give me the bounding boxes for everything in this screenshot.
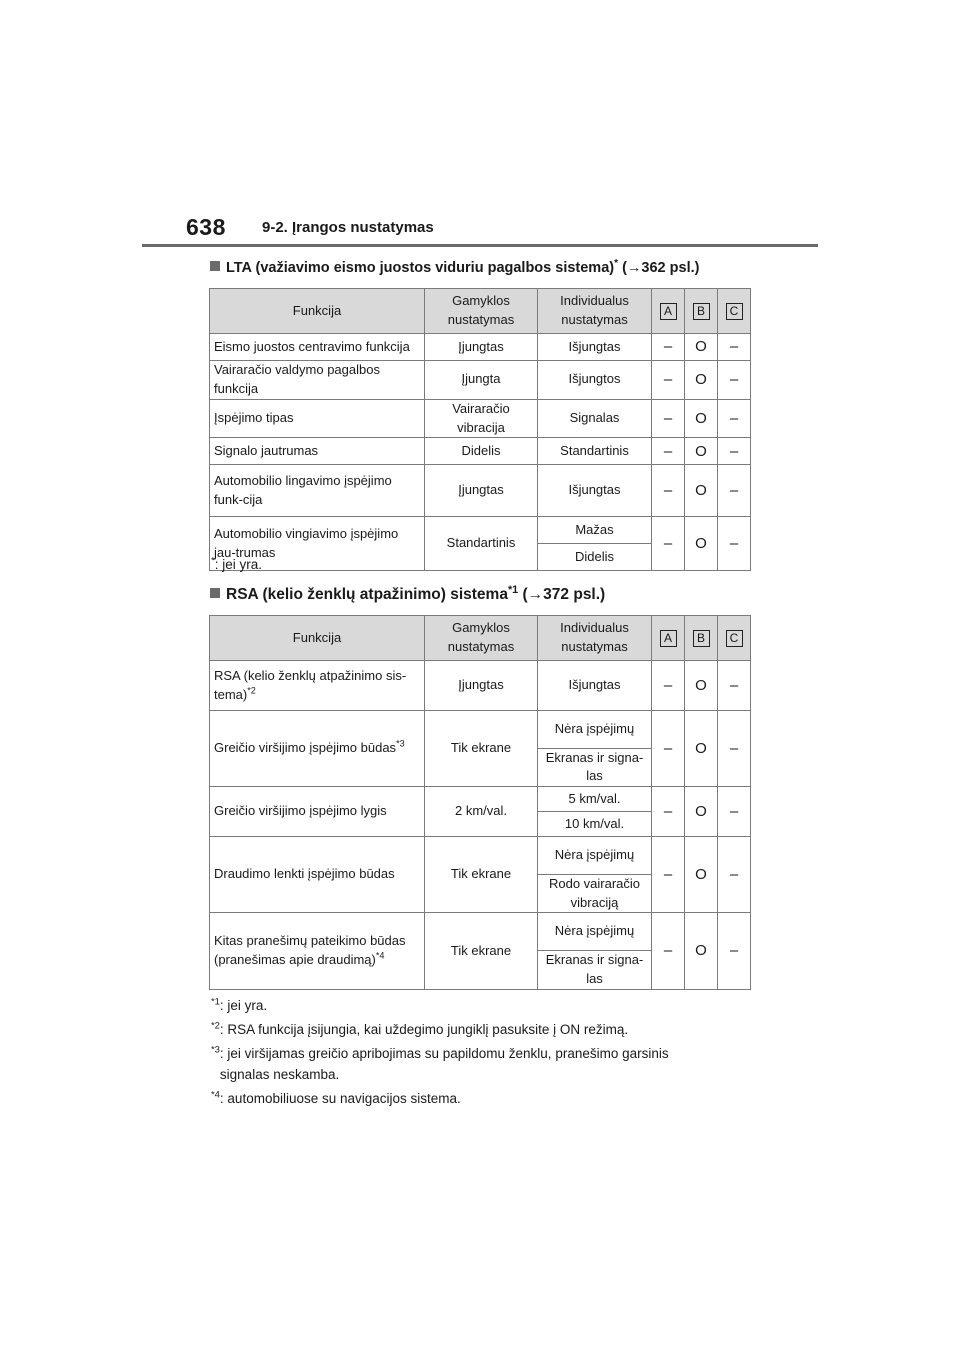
square-bullet-icon (210, 261, 220, 271)
custom-setting-cell: 10 km/val. (538, 812, 652, 837)
function-text: Automobilio vingiavimo įspėjimo jau-trumas (214, 526, 399, 560)
custom-setting-cell: Didelis (538, 544, 652, 571)
default-setting-cell: Įjungta (425, 361, 538, 400)
column-header-a (652, 616, 685, 661)
b-box-icon: B (693, 630, 710, 647)
method-a-cell: – (652, 438, 685, 465)
method-c-cell: – (718, 361, 751, 400)
square-bullet-icon (210, 588, 220, 598)
custom-setting-cell: Rodo vairaračio vibraciją (538, 874, 652, 913)
column-header-a (652, 289, 685, 334)
rsa-heading: RSA (kelio ženklų atpažinimo) sistema$^{*1}$ (→372 psl.) (210, 586, 605, 604)
method-b-cell: O (685, 913, 718, 989)
custom-setting-cell: Ekranas ir signa-las (538, 748, 652, 787)
method-b-cell: O (685, 711, 718, 787)
footnote-text: : RSA funkcija įsijungia, kai uždegimo jungiklį pasuksite į ON režimą. (219, 1022, 629, 1037)
method-a-cell: – (652, 837, 685, 913)
method-b-cell: O (685, 361, 718, 400)
function-text: Automobilio lingavimo įspėjimo funk-cija (214, 473, 392, 507)
default-setting-cell: Įjungtas (425, 661, 538, 711)
method-c-cell: – (718, 787, 751, 837)
method-c-cell: – (718, 465, 751, 517)
function-cell (210, 334, 425, 361)
footnote (211, 1088, 461, 1109)
default-setting-cell: Didelis (425, 438, 538, 465)
custom-setting-cell: Nėra įspėjimų (538, 913, 652, 951)
function-text: Kitas pranešimų pateikimo būdas (pranešimas apie draudimą) (214, 933, 406, 967)
method-c-cell: – (718, 438, 751, 465)
table-header-row (210, 616, 751, 661)
function-cell (210, 399, 425, 438)
function-cell (210, 837, 425, 913)
method-a-cell: – (652, 913, 685, 989)
method-a-cell: – (652, 787, 685, 837)
default-setting-cell: 2 km/val. (425, 787, 538, 837)
method-b-cell: O (685, 517, 718, 571)
custom-setting-cell: Signalas (538, 399, 652, 438)
method-c-cell: – (718, 399, 751, 438)
default-setting-cell: Įjungtas (425, 465, 538, 517)
method-a-cell: – (652, 465, 685, 517)
table-row (210, 787, 751, 812)
method-a-cell: – (652, 334, 685, 361)
method-c-cell: – (718, 334, 751, 361)
custom-setting-cell: Išjungtos (538, 361, 652, 400)
custom-setting-cell: Išjungtas (538, 465, 652, 517)
method-c-cell: – (718, 913, 751, 989)
function-text: Signalo jautrumas (214, 442, 319, 458)
footnote-marker: *4 (375, 950, 385, 961)
footnote-text: : jei yra. (219, 998, 268, 1013)
a-box-icon: A (660, 630, 677, 647)
c-box-icon: C (726, 303, 743, 320)
table-row (210, 913, 751, 951)
method-b-cell: O (685, 837, 718, 913)
lta-heading: LTA (važiavimo eismo juostos viduriu pagalbos sistema)* (→362 psl.) (210, 260, 699, 276)
custom-setting-cell: Standartinis (538, 438, 652, 465)
method-b-cell: O (685, 334, 718, 361)
function-text: Greičio viršijimo įspėjimo būdas (214, 740, 397, 756)
footnote (211, 1043, 720, 1085)
rsa-settings-table (209, 615, 751, 990)
table-row (210, 517, 751, 544)
method-b-cell: O (685, 465, 718, 517)
method-b-cell: O (685, 438, 718, 465)
method-a-cell: – (652, 361, 685, 400)
method-c-cell: – (718, 661, 751, 711)
function-text: RSA (kelio ženklų atpažinimo sis-tema) (214, 667, 407, 702)
custom-setting-cell: Nėra įspėjimų (538, 837, 652, 875)
lta-footnote: *: jei yra. (211, 555, 262, 572)
column-header-default: Gamyklos nustatymas (425, 289, 538, 334)
table-row (210, 837, 751, 875)
table-header-row (210, 289, 751, 334)
column-header-c (718, 289, 751, 334)
method-a-cell: – (652, 661, 685, 711)
function-cell (210, 661, 425, 711)
function-text: Vairaračio valdymo pagalbos funkcija (214, 362, 380, 396)
footnote-marker: *3 (211, 1044, 220, 1056)
method-a-cell: – (652, 517, 685, 571)
function-text: Eismo juostos centravimo funkcija (214, 338, 410, 354)
column-header-function: Funkcija (210, 289, 425, 334)
column-header-function: Funkcija (210, 616, 425, 661)
default-setting-cell: Tik ekrane (425, 711, 538, 787)
function-text: Įspėjimo tipas (214, 410, 294, 426)
function-text: Greičio viršijimo įspėjimo lygis (214, 803, 387, 819)
method-a-cell: – (652, 711, 685, 787)
column-header-c (718, 616, 751, 661)
table-row (210, 399, 751, 438)
table-row (210, 361, 751, 400)
table-row (210, 438, 751, 465)
header-divider (142, 244, 818, 247)
table-row (210, 465, 751, 517)
custom-setting-cell: Išjungtas (538, 661, 652, 711)
custom-setting-cell: Ekranas ir signa-las (538, 950, 652, 989)
custom-setting-cell: 5 km/val. (538, 787, 652, 812)
function-cell (210, 438, 425, 465)
method-b-cell: O (685, 661, 718, 711)
footnote-marker: *1 (211, 996, 220, 1008)
default-setting-cell: Standartinis (425, 517, 538, 571)
footnote-marker: *2 (247, 685, 256, 696)
table-row (210, 661, 751, 711)
method-a-cell: – (652, 399, 685, 438)
column-header-custom: Individualus nustatymas (538, 289, 652, 334)
custom-setting-cell: Išjungtas (538, 334, 652, 361)
default-setting-cell: Vairaračio vibracija (425, 399, 538, 438)
function-cell (210, 465, 425, 517)
method-c-cell: – (718, 517, 751, 571)
column-header-custom: Individualus nustatymas (538, 616, 652, 661)
method-c-cell: – (718, 711, 751, 787)
function-cell (210, 361, 425, 400)
a-box-icon: A (660, 303, 677, 320)
default-setting-cell: Tik ekrane (425, 913, 538, 989)
custom-setting-cell: Nėra įspėjimų (538, 711, 652, 749)
function-cell (210, 711, 425, 787)
c-box-icon: C (726, 630, 743, 647)
page-number: 638 (186, 214, 226, 240)
section-title: 9-2. Įrangos nustatymas (262, 219, 434, 236)
method-c-cell: – (718, 837, 751, 913)
function-cell (210, 787, 425, 837)
default-setting-cell: Tik ekrane (425, 837, 538, 913)
column-header-default: Gamyklos nustatymas (425, 616, 538, 661)
table-row (210, 711, 751, 749)
footnote-text: : jei viršijamas greičio apribojimas su papildomu ženklu, pranešimo garsinis signalas neskamba. (219, 1046, 669, 1082)
default-setting-cell: Įjungtas (425, 334, 538, 361)
footnote (211, 995, 267, 1016)
footnote-marker: *4 (211, 1089, 220, 1101)
method-b-cell: O (685, 399, 718, 438)
column-header-b (685, 289, 718, 334)
method-b-cell: O (685, 787, 718, 837)
footnote-text: : automobiliuose su navigacijos sistema. (219, 1091, 461, 1106)
b-box-icon: B (693, 303, 710, 320)
function-text: Draudimo lenkti įspėjimo būdas (214, 866, 395, 882)
footnote-marker: *3 (396, 738, 405, 749)
footnote (211, 1019, 628, 1040)
lta-settings-table (209, 288, 751, 571)
column-header-b (685, 616, 718, 661)
function-cell (210, 913, 425, 989)
table-row (210, 334, 751, 361)
footnote-marker: *2 (211, 1020, 220, 1032)
custom-setting-cell: Mažas (538, 517, 652, 544)
